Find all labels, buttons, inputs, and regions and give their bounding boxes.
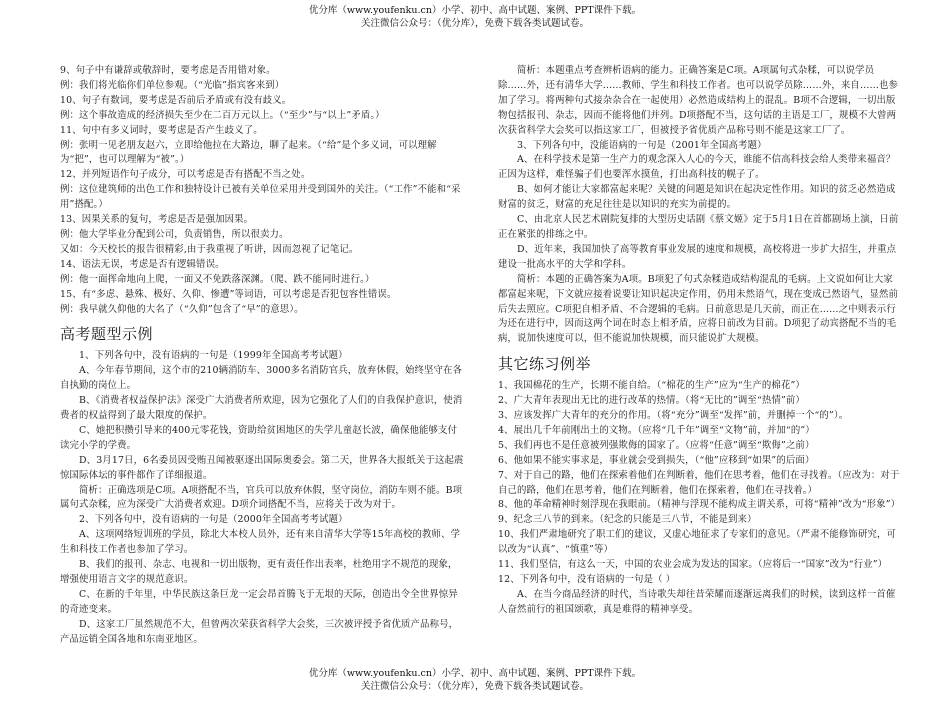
right-column (498, 64, 902, 618)
rule-11-example: 例：张明一见老朋友赵六，立即给他拉在大路边，聊了起来。（“给”是个多义词，可以理解为“把”，也可以理解为“被”。） (60, 139, 437, 166)
rule-12: 12、并列短语作句子成分，可以考虑是否有搭配不当之处。 (60, 169, 311, 181)
question-2-option-b: B、我们的报刊、杂志、电视和一切出版物，更有责任作出表率，杜绝用字不规范的现象，增强使用语言文字的规范意识。 (60, 559, 458, 585)
rule-15-example: 例：我早就久仰他的大名了（“久仰”包含了“早”的意思）。 (60, 303, 304, 315)
question-3-analysis: 简析：本题的正确答案为A项。B项犯了句式杂糅造成结构混乱的毛病。上文说如何让大家都富起来呢，下文就应接着说要让知识起决定作用，仍用未然语气，现在变成已然语气，显然前后失去照应。C项犯自相矛盾、不合逻辑的毛病。日前意思是几天前，而正在……之中则表示行为还在进行中，因而这两个词在时态上相矛盾，应将日前改为目前。D项犯了动宾搭配不当的毛病，说加快速度可以，但不能说加快规模，而只能说扩大规模。 (498, 273, 899, 345)
rule-13-example: 例：他大学毕业分配到公司，负责销售，所以很卖力。 (60, 228, 289, 240)
practice-item-3: 3、应该发挥广大青年的充分的作用。（将“充分”调至“发挥”前，并删掉一个“的”）。 (498, 410, 849, 422)
question-3-option-b: B、如何才能让大家都富起来呢？关键的问题是知识在起决定性作用。知识的贫乏必然造成财富的贫乏，财富的充足往往是以知识的充实为前提的。 (498, 184, 896, 211)
practice-item-9: 9、纪念三八节的到来。（纪念的只能是三八节，不能是到来） (498, 514, 757, 526)
page-header (0, 4, 950, 30)
question-1-option-d: D、3月17日，6名委员因受贿丑闻被驱逐出国际奥委会。第二天，世界各大报纸关于这起震惊国际体坛的事件都作了详细报道。 (60, 454, 464, 481)
question-1: 1、下列各句中，没有语病的一句是（1999年全国高考考试题） (79, 350, 348, 362)
practice-item-1: 1、我国棉花的生产，长期不能自给。（“棉花的生产”应为“生产的棉花”） (498, 380, 805, 392)
footer-line-2: 关注微信公众号：（优分库），免费下载各类试题试卷。 (360, 681, 589, 692)
rule-15: 15、有“多虑、悬殊、极好、久仰、惨遭”等词语，可以考虑是否犯包容性错误。 (60, 288, 397, 300)
rule-14: 14、语法无误，考虑是否有逻辑错误。 (60, 258, 225, 270)
practice-item-2: 2、广大青年表现出无比的进行改革的热情。（将“无比的”调至“热情”前） (498, 395, 805, 407)
question-2-analysis: 简析：本题重点考查辨析语病的能力。正确答案是C项。A项属句式杂糅，可以说学员除……外，还有清华大学……教师、学生和科技工作者。也可以说学员除……外，来自……也参加了学习。将两种句式接杂杂合在一起使用）必然造成结构上的混乱。B项不合逻辑，一切出版物包括报刊、杂志，因而不能将他们并列。D项搭配不当，这句话的主语是工厂，规模不大曾两次获省科学大会奖可以指这家工厂，但被授予省优质产品称号则不能是这家工厂了。 (498, 65, 899, 136)
rule-11: 11、句中有多义词时，要考虑是否产生歧义了。 (60, 124, 263, 136)
practice-item-8: 8、他的革命精神时刻浮现在我眼前。（精神与浮现不能构成主谓关系，可将“精神”改为“形象”） (498, 499, 901, 511)
rule-14-example: 例：他一面挥命地向上爬，一面又不免跌落深渊。（爬、跌不能同时进行。） (60, 273, 375, 285)
question-3-option-d: D、近年来，我国加快了高等教育事业发展的速度和规模，高校将进一步扩大招生，并重点建设一批高水平的大学和学科。 (498, 243, 897, 270)
rule-12-example: 例：这位建筑师的出色工作和独特设计已被有关单位采用并受到国外的关注。（“工作”不能和“采用”搭配。） (60, 184, 461, 211)
rule-10-example: 例：这个事故造成的经济损失至少在二百万元以上。（“至少”与“以上”矛盾。） (60, 109, 385, 121)
question-2: 2、下列各句中，没有语病的一句是（2000年全国高考考试题） (79, 514, 348, 526)
practice-item-10: 10、我们严肃地研究了职工们的建议，又虚心地征求了专家们的意见。（严肃不能修饰研究，可以改为“认真”、“慎重”等） (498, 529, 897, 556)
rule-9-example: 例：我们将光临你们单位参观。（“光临”指宾客来到） (60, 79, 285, 91)
question-1-analysis: 简析：正确选项是C项。A项搭配不当，官兵可以放弃休假，坚守岗位，消防车则不能。B项属句式杂糅，应为深受广大消费者欢迎。D项介词搭配不当，应将关于改为对于。 (60, 484, 463, 511)
practice-item-11: 11、我们坚信，有这么一天，中国的农业会成为发达的国家。（应将后一“国家”改为“行业”） (498, 559, 888, 571)
question-3-option-c: C、由北京人民艺术剧院复排的大型历史话剧《蔡文姬》定于5月1日在首都剧场上演，日前正在紧张的排练之中。 (498, 214, 899, 240)
header-line-1: 优分库（www.youfenku.cn）小学、初中、高中试题、案例、PPT课件下载。 (308, 5, 642, 16)
question-3-option-a: A、在科学技术是第一生产力的观念深入人心的今天，谁能不信高科技会给人类带来福音？正因为这样，难怪骗子们也要浑水摸鱼，打出高科技的幌子了。 (498, 154, 896, 181)
question-2-option-a: A、这项网络短训班的学员，除北大本校人员外，还有来自清华大学等15年高校的教师、学生和科技工作者也参加了学习。 (60, 529, 461, 556)
section-title-other-practice: 其它练习例举 (498, 355, 592, 374)
practice-item-6: 6、他如果不能实事求是，事业就会受到损失，（“他”应移到“如果”的后面） (498, 454, 815, 466)
question-2-option-c: C、在新的千年里，中华民族这条巨龙一定会昂首腾飞于无垠的天际，创造出令全世界惊异的奇迹变来。 (60, 588, 458, 615)
rule-13-example-2: 又如：今天校长的报告很精彩,由于我重视了听讲，因而忽视了记笔记。 (60, 243, 359, 255)
left-column (60, 64, 464, 648)
practice-item-7: 7、对于自己的路，他们在探索着他们在判断着，他们在思考着，他们在寻找着。（应改为：对于自己的路，他们在思考着，他们在判断着，他们在探索着，他们在寻找着。） (498, 469, 900, 496)
question-3: 3、下列各句中，没能语病的一句是（2001年全国高考题） (517, 139, 767, 151)
practice-item-5: 5、我们再也不是任意被列强欺侮的国家了。（应将“任意”调至“欺侮”之前） (498, 439, 815, 451)
practice-item-4: 4、展出几千年前刚出土的文物。（应将“几千年”调至“文物”前，并加“的”） (498, 424, 815, 436)
section-title-exam-examples: 高考题型示例 (60, 325, 154, 344)
rule-10: 10、句子有数词，要考虑是否前后矛盾或有没有歧义。 (60, 94, 292, 106)
question-1-option-a: A、今年春节期间，这个市的210辆消防车、3000多名消防官兵，放弃休假，始终坚守在各自执勤的岗位上。 (60, 365, 463, 392)
page-footer (0, 667, 950, 693)
header-line-2: 关注微信公众号：（优分库），免费下载各类试题试卷。 (360, 18, 589, 29)
question-12-option-a: A、在当今商品经济的时代，当诗歌失却往昔荣耀而逐渐远离我们的时候，读到这样一首催人奋然前行的祖国颂歌，真是难得的精神享受。 (498, 588, 896, 615)
rule-13: 13、因果关系的复句，考虑是否是强加因果。 (60, 214, 254, 226)
rule-9: 9、句子中有谦辞或敬辞时，要考虑是否用错对象。 (60, 65, 276, 76)
footer-line-1: 优分库（www.youfenku.cn）小学、初中、高中试题、案例、PPT课件下载。 (308, 668, 642, 679)
question-1-option-c: C、她把积攒引导来的400元零花钱，资助给贫困地区的失学儿童赵长波，确保他能够支付读完小学的学费。 (60, 424, 458, 451)
question-12: 12、下列各句中，没有语病的一句是（ ） (498, 574, 676, 585)
question-1-option-b: B、《消费者权益保护法》深受广大消费者所欢迎，因为它强化了人们的自我保护意识，使消费者的权益得到了最大限度的保护。 (60, 395, 463, 422)
question-2-option-d: D、这家工厂虽然规范不大，但曾两次荣获省科学大会奖，三次被评授予省优质产品称号，产品远销全国各地和东南亚地区。 (60, 618, 459, 645)
